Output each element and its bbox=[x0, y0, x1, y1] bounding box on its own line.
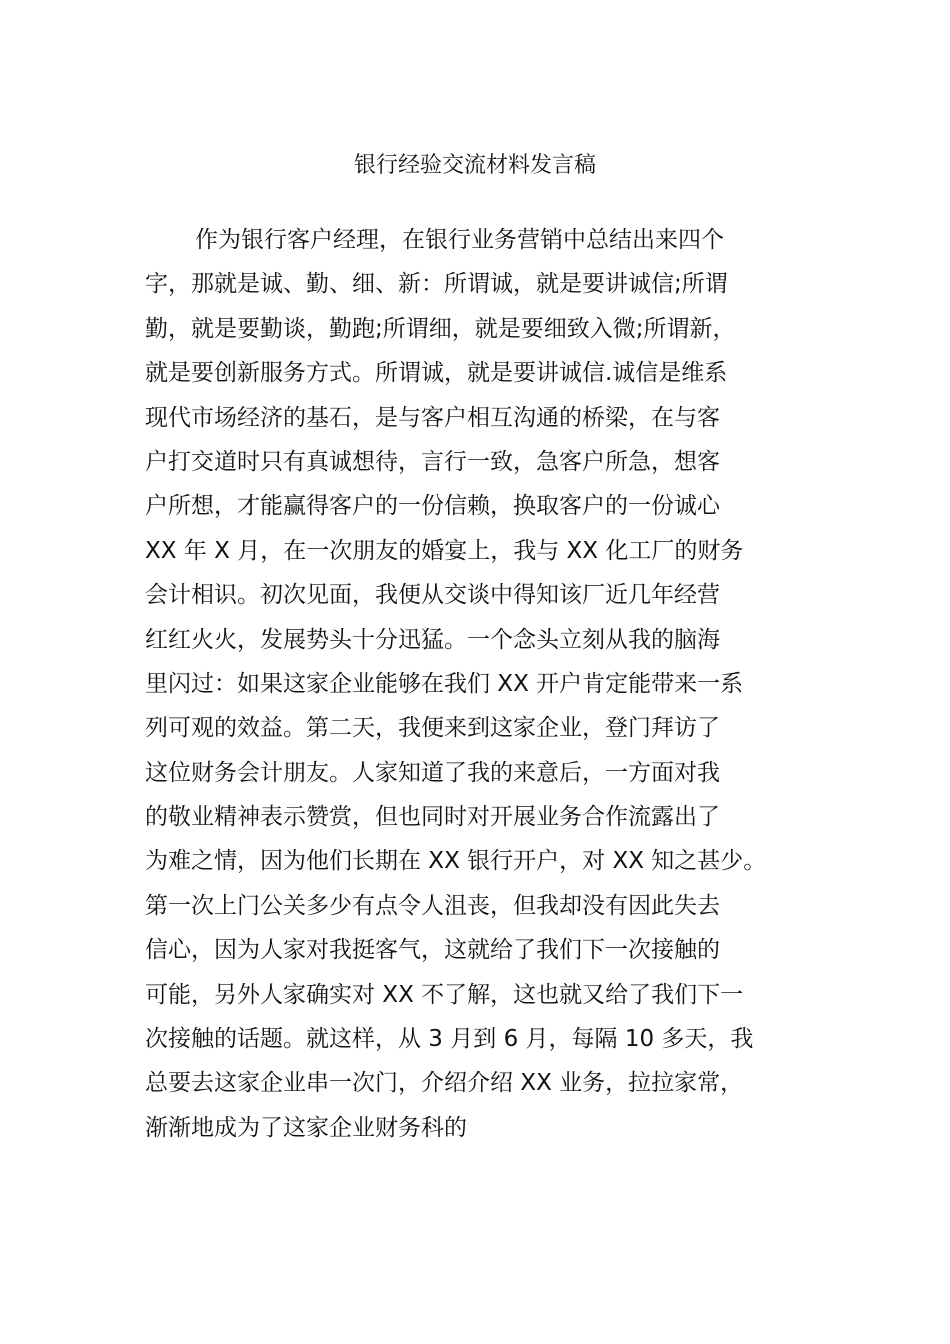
body-line: 作为银行客户经理，在银行业务营销中总结出来四个 bbox=[195, 227, 724, 253]
body-line: XX 年 X 月，在一次朋友的婚宴上，我与 XX 化工厂的财务 bbox=[145, 537, 744, 564]
body-line: 会计相识。初次见面，我便从交谈中得知该厂近几年经营 bbox=[145, 582, 720, 609]
body-line: 红红火火，发展势头十分迅猛。一个念头立刻从我的脑海 bbox=[145, 626, 720, 653]
body-line: 的敬业精神表示赞赏，但也同时对开展业务合作流露出了 bbox=[145, 804, 720, 831]
body-line: 字，那就是诚、勤、细、新：所谓诚，就是要讲诚信;所谓 bbox=[145, 271, 728, 298]
body-line: 现代市场经济的基石，是与客户相互沟通的桥梁，在与客 bbox=[145, 404, 720, 431]
body-line: 这位财务会计朋友。人家知道了我的来意后，一方面对我 bbox=[145, 759, 720, 786]
body-line: 信心，因为人家对我挺客气，这就给了我们下一次接触的 bbox=[145, 937, 720, 964]
body-line: 列可观的效益。第二天，我便来到这家企业，登门拜访了 bbox=[145, 715, 720, 742]
body-line: 总要去这家企业串一次门，介绍介绍 XX 业务，拉拉家常， bbox=[145, 1070, 744, 1097]
body-line: 户打交道时只有真诚想待，言行一致，急客户所急，想客 bbox=[145, 448, 720, 475]
body-line: 勤，就是要勤谈，勤跑;所谓细，就是要细致入微;所谓新， bbox=[145, 315, 736, 342]
body-line: 就是要创新服务方式。所谓诚，就是要讲诚信.诚信是维系 bbox=[145, 360, 728, 387]
body-line: 第一次上门公关多少有点令人沮丧，但我却没有因此失去 bbox=[145, 892, 720, 919]
body-line: 次接触的话题。就这样，从 3 月到 6 月，每隔 10 多天，我 bbox=[145, 1026, 754, 1053]
body-line: 里闪过：如果这家企业能够在我们 XX 开户肯定能带来一系 bbox=[145, 670, 744, 697]
body-line: 为难之情，因为他们长期在 XX 银行开户，对 XX 知之甚少。 bbox=[145, 848, 767, 875]
document-title: 银行经验交流材料发言稿 bbox=[353, 153, 596, 178]
body-line: 渐渐地成为了这家企业财务科的 bbox=[145, 1114, 467, 1141]
body-line: 可能，另外人家确实对 XX 不了解，这也就又给了我们下一 bbox=[145, 981, 744, 1008]
document-body bbox=[145, 218, 815, 1150]
body-line: 户所想，才能赢得客户的一份信赖，换取客户的一份诚心 bbox=[145, 493, 720, 520]
